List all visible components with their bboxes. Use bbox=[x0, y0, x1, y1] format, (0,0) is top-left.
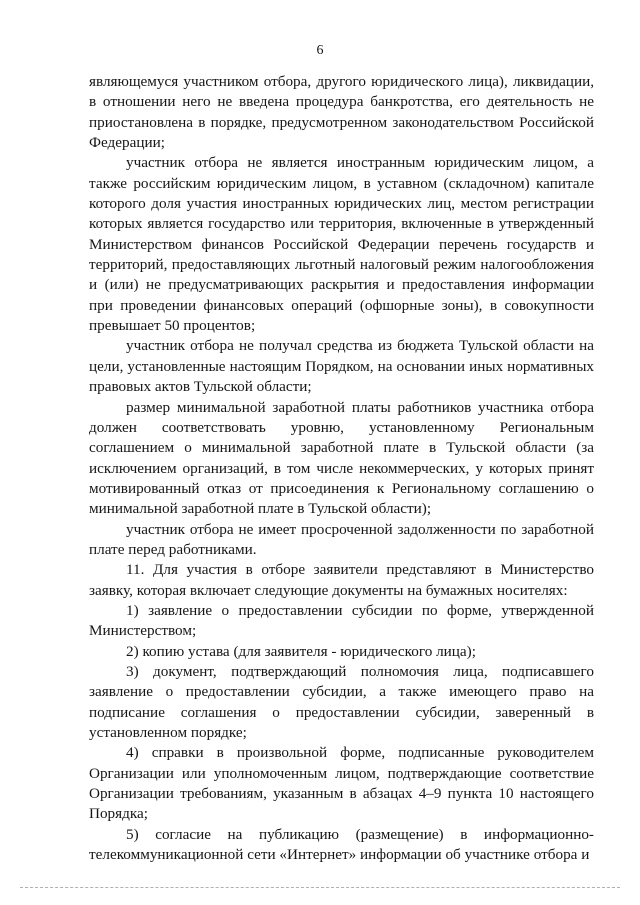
paragraph: 1) заявление о предоставлении субсидии по форме, утвержденной Министерством; bbox=[89, 601, 594, 640]
paragraph: 3) документ, подтверждающий полномочия лица, подписавшего заявление о предоставлении субсидии, а также имеющего право на подписание соглашения о предоставлении субсидии, заверенный в установленном порядке; bbox=[89, 662, 594, 741]
page-number: 6 bbox=[316, 43, 324, 58]
paragraph: 2) копию устава (для заявителя - юридического лица); bbox=[126, 642, 476, 660]
document-body bbox=[89, 72, 594, 865]
paragraph: участник отбора не является иностранным юридическим лицом, а также российским юридическим лицом, в уставном (складочном) капитале которого доля участия иностранных юридических лиц, местом регистрации которых является государство или территория, включенные в утвержденный Министерством финансов Российской Федерации перечень государств и территорий, предоставляющих льготный налоговый режим налогообложения и (или) не предусматривающих раскрытия и предоставления информации при проведении финансовых операций (офшорные зоны), в совокупности превышает 50 процентов; bbox=[89, 154, 594, 335]
paragraph: являющемуся участником отбора, другого юридического лица), ликвидации, в отношении него не введена процедура банкротства, его деятельность не приостановлена в порядке, предусмотренном законодательством Российской Федерации; bbox=[89, 73, 594, 152]
paragraph: участник отбора не имеет просроченной задолженности по заработной плате перед работниками. bbox=[89, 520, 594, 558]
paragraph: размер минимальной заработной платы работников участника отбора должен соответствовать уровню, установленному Региональным соглашением о минимальной заработной плате в Тульской области (за исключением организаций, в том числе некоммерческих, у которых принят мотивированный отказ от присоединения к Региональному соглашению о минимальной заработной плате в Тульской области); bbox=[89, 398, 594, 518]
paragraph: участник отбора не получал средства из бюджета Тульской области на цели, установленные настоящим Порядком, на основании иных нормативных правовых актов Тульской области; bbox=[89, 337, 594, 396]
paragraph: 5) согласие на публикацию (размещение) в информационно-телекоммуникационной сети «Интернет» информации об участнике отбора и bbox=[89, 825, 594, 864]
paragraph: 11. Для участия в отборе заявители представляют в Министерство заявку, которая включает следующие документы на бумажных носителях: bbox=[89, 561, 594, 599]
page-bottom-edge bbox=[20, 887, 620, 888]
paragraph: 4) справки в произвольной форме, подписанные руководителем Организации или уполномоченным лицом, подтверждающие соответствие Организации требованиям, указанным в абзацах 4–9 пункта 10 настоящего Порядка; bbox=[89, 744, 594, 823]
